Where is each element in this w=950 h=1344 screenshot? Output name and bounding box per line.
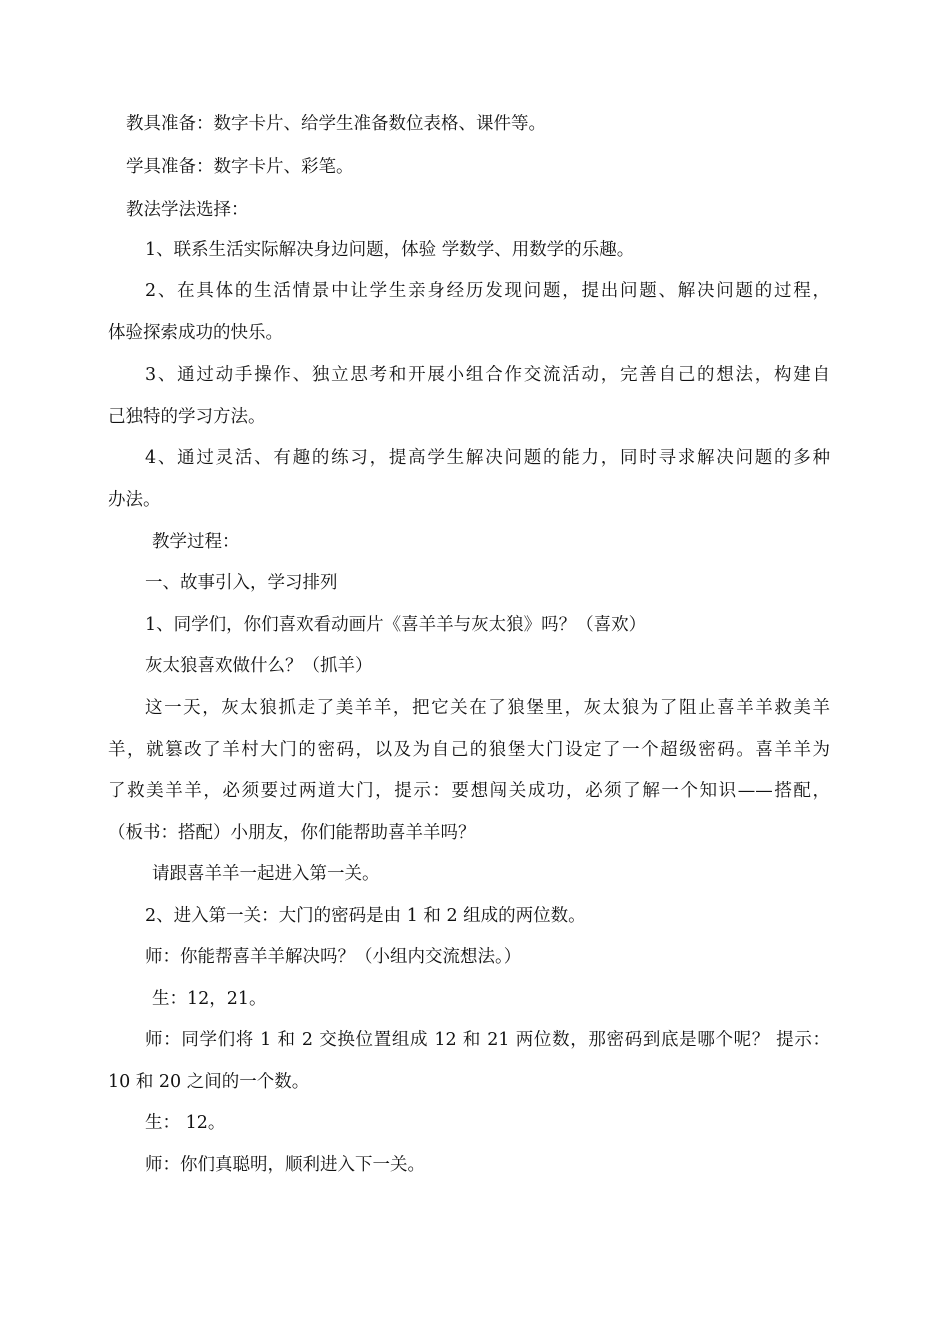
teaching-aids-line: 教具准备：数字卡片、给学生准备数位表格、课件等。 — [126, 114, 546, 134]
step-1-line: 1、同学们，你们喜欢看动画片《喜羊羊与灰太狼》吗？（喜欢） — [145, 615, 647, 635]
section-one-heading: 一、故事引入，学习排列 — [145, 573, 338, 593]
story-line-2: 羊，就篡改了羊村大门的密码，以及为自己的狼堡大门设定了一个超级密码。喜羊羊为 — [108, 740, 830, 760]
method-item-3: 3、通过动手操作、独立思考和开展小组合作交流活动，完善自己的想法，构建自 — [145, 365, 830, 385]
student-answer-2-line: 生： 12。 — [145, 1113, 226, 1133]
story-line-3: 了救美羊羊，必须要过两道大门，提示：要想闯关成功，必须了解一个知识——搭配， — [108, 781, 830, 801]
method-item-1: 1、联系生活实际解决身边问题，体验 学数学、用数学的乐趣。 — [145, 240, 635, 260]
teacher-hint-line: 师：同学们将 1 和 2 交换位置组成 12 和 21 两位数，那密码到底是哪个呢？ 提示： — [145, 1030, 830, 1050]
method-item-4-cont: 办法。 — [108, 490, 161, 510]
story-line-4: （板书：搭配）小朋友，你们能帮助喜羊羊吗？ — [108, 823, 476, 843]
teacher-question-line: 师：你能帮喜羊羊解决吗？（小组内交流想法。） — [145, 947, 522, 967]
method-item-2-cont: 体验探索成功的快乐。 — [108, 323, 283, 343]
student-answer-line: 生：12，21。 — [152, 989, 267, 1009]
learning-aids-line: 学具准备：数字卡片、彩笔。 — [126, 157, 354, 177]
process-heading: 教学过程： — [152, 532, 240, 552]
question-line: 灰太狼喜欢做什么？（抓羊） — [145, 656, 373, 676]
step-2-line: 2、进入第一关：大门的密码是由 1 和 2 组成的两位数。 — [145, 906, 586, 926]
method-heading: 教法学法选择： — [126, 200, 249, 220]
method-item-3-cont: 己独特的学习方法。 — [108, 407, 266, 427]
teacher-hint-cont: 10 和 20 之间的一个数。 — [108, 1072, 310, 1092]
story-line-1: 这一天，灰太狼抓走了美羊羊，把它关在了狼堡里，灰太狼为了阻止喜羊羊救美羊 — [145, 698, 830, 718]
method-item-2: 2、在具体的生活情景中让学生亲身经历发现问题，提出问题、解决问题的过程， — [145, 281, 830, 301]
enter-level-line: 请跟喜羊羊一起进入第一关。 — [152, 864, 380, 884]
teacher-praise-line: 师：你们真聪明，顺利进入下一关。 — [145, 1155, 425, 1175]
method-item-4: 4、通过灵活、有趣的练习，提高学生解决问题的能力，同时寻求解决问题的多种 — [145, 448, 830, 468]
